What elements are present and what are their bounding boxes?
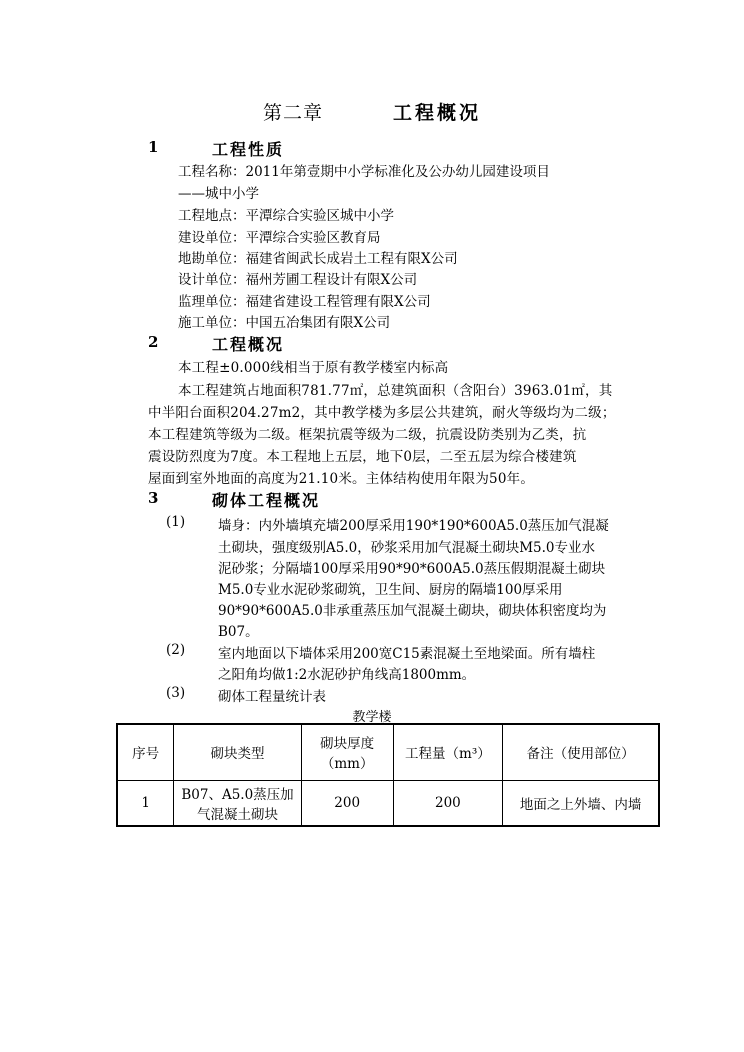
- section-3-number: 3: [148, 489, 159, 507]
- cell-quantity: 200: [393, 780, 503, 826]
- header-thickness-unit: （mm）: [320, 756, 374, 773]
- header-thickness-label: 砌块厚度: [320, 736, 375, 753]
- item-2-line: 之阳角均做1:2水泥砂护角线高1800mm。: [218, 667, 476, 683]
- overview-paragraph-line: 震设防烈度为7度。本工程地上五层，地下0层，二至五层为综合楼建筑: [148, 449, 577, 465]
- supervision-unit-line: 监理单位：福建省建设工程管理有限X公司: [178, 294, 431, 310]
- item-1-line: 泥砂浆；分隔墙100厚采用90*90*600A5.0蒸压假期混凝土砌块: [218, 561, 606, 577]
- survey-unit-line: 地勘单位：福建省闽武长成岩土工程有限X公司: [178, 251, 458, 267]
- cell-block-type-line2: 气混凝土砌块: [197, 806, 279, 823]
- section-1-title: 工程性质: [212, 140, 285, 159]
- item-3-line: 砌体工程量统计表: [218, 689, 326, 705]
- item-3-number: (3): [166, 685, 186, 701]
- item-2-number: (2): [166, 642, 186, 658]
- section-2-number: 2: [148, 333, 159, 351]
- header-remark: 备注（使用部位）: [503, 724, 659, 780]
- item-1-number: (1): [166, 514, 186, 530]
- construction-unit-line: 建设单位：平潭综合实验区教育局: [178, 230, 381, 246]
- header-serial: 序号: [117, 724, 174, 780]
- masonry-quantity-table: [116, 723, 660, 827]
- item-2-line: 室内地面以下墙体采用200宽C15素混凝土至地梁面。所有墙柱: [218, 646, 596, 662]
- cell-remark: 地面之上外墙、内墙: [503, 780, 659, 826]
- contractor-unit-line: 施工单位：中国五冶集团有限X公司: [178, 315, 391, 331]
- section-1-number: 1: [148, 138, 159, 156]
- cell-block-type-line1: B07、A5.0蒸压加: [181, 786, 294, 803]
- table-caption: 教学楼: [352, 710, 392, 725]
- overview-paragraph-line: 中半阳台面积204.27m2，其中教学楼为多层公共建筑，耐火等级均为二级；: [148, 405, 616, 421]
- item-1-line: 土砌块，强度级别A5.0，砂浆采用加气混凝土砌块M5.0专业水: [218, 540, 596, 556]
- cell-thickness: 200: [301, 780, 393, 826]
- item-1-line: M5.0专业水泥砂浆砌筑，卫生间、厨房的隔墙100厚采用: [218, 582, 563, 598]
- section-2-title: 工程概况: [212, 335, 285, 354]
- chapter-title: 工程概况: [393, 102, 482, 124]
- header-thickness: [301, 724, 393, 780]
- project-name-line: 工程名称：2011年第壹期中小学标准化及公办幼儿园建设项目: [178, 164, 550, 180]
- project-name-cont: ——城中小学: [178, 186, 259, 202]
- table-header-row: [117, 724, 659, 780]
- header-quantity: 工程量（m³）: [393, 724, 503, 780]
- item-1-line: B07。: [218, 624, 259, 640]
- overview-paragraph-line: 屋面到室外地面的高度为21.10米。主体结构使用年限为50年。: [148, 471, 535, 487]
- item-1-line: 90*90*600A5.0非承重蒸压加气混凝土砌块，砌块体积密度均为: [218, 603, 607, 619]
- item-1-line: 墙身：内外墙填充墙200厚采用190*190*600A5.0蒸压加气混凝: [218, 518, 609, 534]
- project-location-line: 工程地点：平潭综合实验区城中小学: [178, 208, 394, 224]
- overview-paragraph-line: 本工程建筑占地面积781.77㎡，总建筑面积（含阳台）3963.01㎡，其: [178, 383, 613, 399]
- design-unit-line: 设计单位：福州芳圃工程设计有限X公司: [178, 272, 418, 288]
- chapter-number: 第二章: [262, 102, 323, 124]
- cell-serial: 1: [117, 780, 174, 826]
- cell-block-type: [174, 780, 302, 826]
- section-3-title: 砌体工程概况: [212, 491, 321, 510]
- header-block-type: 砌块类型: [174, 724, 302, 780]
- elevation-line: 本工程±0.000线相当于原有教学楼室内标高: [178, 360, 449, 376]
- table-row: [117, 780, 659, 826]
- chapter-heading: [0, 98, 744, 125]
- overview-paragraph-line: 本工程建筑等级为二级。框架抗震等级为二级，抗震设防类别为乙类，抗: [148, 427, 587, 443]
